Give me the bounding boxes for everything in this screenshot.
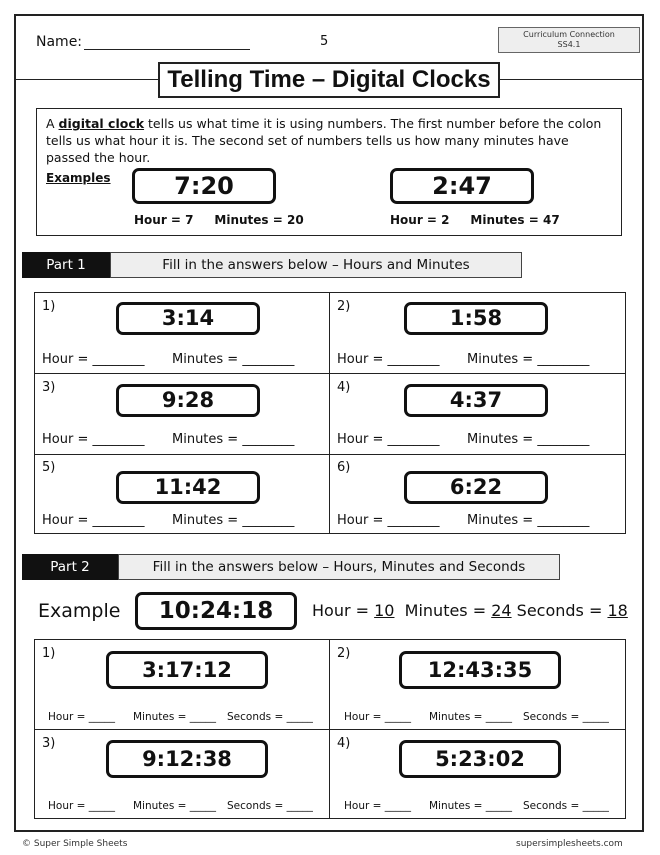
name-field-line[interactable] xyxy=(84,49,250,50)
hour-answer-field[interactable]: Hour = _____ xyxy=(344,711,412,723)
question-clock: 12:43:35 xyxy=(399,651,561,689)
hour-answer-field[interactable]: Hour = ________ xyxy=(337,352,440,367)
example-seconds-label: Seconds = xyxy=(511,601,608,620)
page-number: 5 xyxy=(320,34,329,49)
part2-example-answer xyxy=(312,601,628,620)
minutes-answer-field[interactable]: Minutes = ________ xyxy=(467,352,590,367)
question-number: 6) xyxy=(337,460,351,475)
curriculum-line1: Curriculum Connection xyxy=(523,30,615,39)
question-number: 2) xyxy=(337,299,351,314)
example-hour-label: Hour = xyxy=(312,601,375,620)
question-number: 3) xyxy=(42,736,56,751)
hour-answer-field[interactable]: Hour = _____ xyxy=(344,800,412,812)
question-number: 4) xyxy=(337,380,351,395)
question-clock: 1:58 xyxy=(404,302,548,335)
question-clock: 9:28 xyxy=(116,384,260,417)
curriculum-badge xyxy=(498,27,640,53)
question-clock: 9:12:38 xyxy=(106,740,268,778)
example-caption-2: Hour = 2 Minutes = 47 xyxy=(390,213,560,227)
title-rule-left xyxy=(16,79,158,80)
hour-answer-field[interactable]: Hour = ________ xyxy=(337,432,440,447)
question-number: 1) xyxy=(42,646,56,661)
hour-answer-field[interactable]: Hour = ________ xyxy=(337,513,440,528)
minutes-answer-field[interactable]: Minutes = _____ xyxy=(133,711,217,723)
hour-answer-field[interactable]: Hour = ________ xyxy=(42,352,145,367)
footer-website[interactable]: supersimplesheets.com xyxy=(516,839,623,849)
hour-answer-field[interactable]: Hour = ________ xyxy=(42,513,145,528)
part2-header xyxy=(22,554,560,580)
hour-answer-field[interactable]: Hour = _____ xyxy=(48,711,116,723)
minutes-answer-field[interactable]: Minutes = _____ xyxy=(133,800,217,812)
part1-grid-row-line xyxy=(34,454,626,455)
example-caption-1: Hour = 7 Minutes = 20 xyxy=(134,213,304,227)
minutes-answer-field[interactable]: Minutes = ________ xyxy=(467,432,590,447)
minutes-answer-field[interactable]: Minutes = ________ xyxy=(172,513,295,528)
question-clock: 5:23:02 xyxy=(399,740,561,778)
minutes-answer-field[interactable]: Minutes = ________ xyxy=(467,513,590,528)
part1-header xyxy=(22,252,522,278)
seconds-answer-field[interactable]: Seconds = _____ xyxy=(523,711,609,723)
examples-label: Examples xyxy=(46,171,111,185)
example-hour-value: 10 xyxy=(374,601,395,620)
name-label: Name: xyxy=(36,34,83,50)
minutes-answer-field[interactable]: Minutes = ________ xyxy=(172,352,295,367)
question-number: 1) xyxy=(42,299,56,314)
hour-answer-field[interactable]: Hour = ________ xyxy=(42,432,145,447)
question-number: 4) xyxy=(337,736,351,751)
question-clock: 3:14 xyxy=(116,302,260,335)
question-number: 5) xyxy=(42,460,56,475)
minutes-answer-field[interactable]: Minutes = ________ xyxy=(172,432,295,447)
footer-copyright: © Super Simple Sheets xyxy=(22,839,128,849)
example-minutes-value: 24 xyxy=(491,601,512,620)
title-rule-right xyxy=(500,79,642,80)
hour-answer-field[interactable]: Hour = _____ xyxy=(48,800,116,812)
part1-instruction: Fill in the answers below – Hours and Minutes xyxy=(110,252,522,278)
minutes-answer-field[interactable]: Minutes = _____ xyxy=(429,711,513,723)
question-number: 2) xyxy=(337,646,351,661)
example-seconds-value: 18 xyxy=(607,601,628,620)
part2-grid-row-line xyxy=(34,729,626,730)
curriculum-line2: SS4.1 xyxy=(557,40,581,49)
part2-example-label: Example xyxy=(38,600,121,622)
intro-prefix: A xyxy=(46,116,59,131)
question-number: 3) xyxy=(42,380,56,395)
part2-label: Part 2 xyxy=(22,554,118,580)
example-clock-2: 2:47 xyxy=(390,168,534,204)
question-clock: 6:22 xyxy=(404,471,548,504)
seconds-answer-field[interactable]: Seconds = _____ xyxy=(227,711,313,723)
minutes-answer-field[interactable]: Minutes = _____ xyxy=(429,800,513,812)
intro-body: tells us what time it is using numbers. The first number before the colon tells us what hour it is. The second set of numbers tells us how many minutes have passed the hour. xyxy=(46,116,602,165)
example-minutes-label: Minutes = xyxy=(394,601,492,620)
question-clock: 3:17:12 xyxy=(106,651,268,689)
seconds-answer-field[interactable]: Seconds = _____ xyxy=(523,800,609,812)
seconds-answer-field[interactable]: Seconds = _____ xyxy=(227,800,313,812)
part1-grid-divider xyxy=(329,292,330,534)
question-clock: 4:37 xyxy=(404,384,548,417)
part1-label: Part 1 xyxy=(22,252,110,278)
question-clock: 11:42 xyxy=(116,471,260,504)
intro-term: digital clock xyxy=(58,116,145,131)
part2-instruction: Fill in the answers below – Hours, Minutes and Seconds xyxy=(118,554,560,580)
example-clock-1: 7:20 xyxy=(132,168,276,204)
part1-grid-row-line xyxy=(34,373,626,374)
page-title: Telling Time – Digital Clocks xyxy=(158,62,500,98)
intro-text xyxy=(46,115,616,166)
part2-example-clock: 10:24:18 xyxy=(135,592,297,630)
